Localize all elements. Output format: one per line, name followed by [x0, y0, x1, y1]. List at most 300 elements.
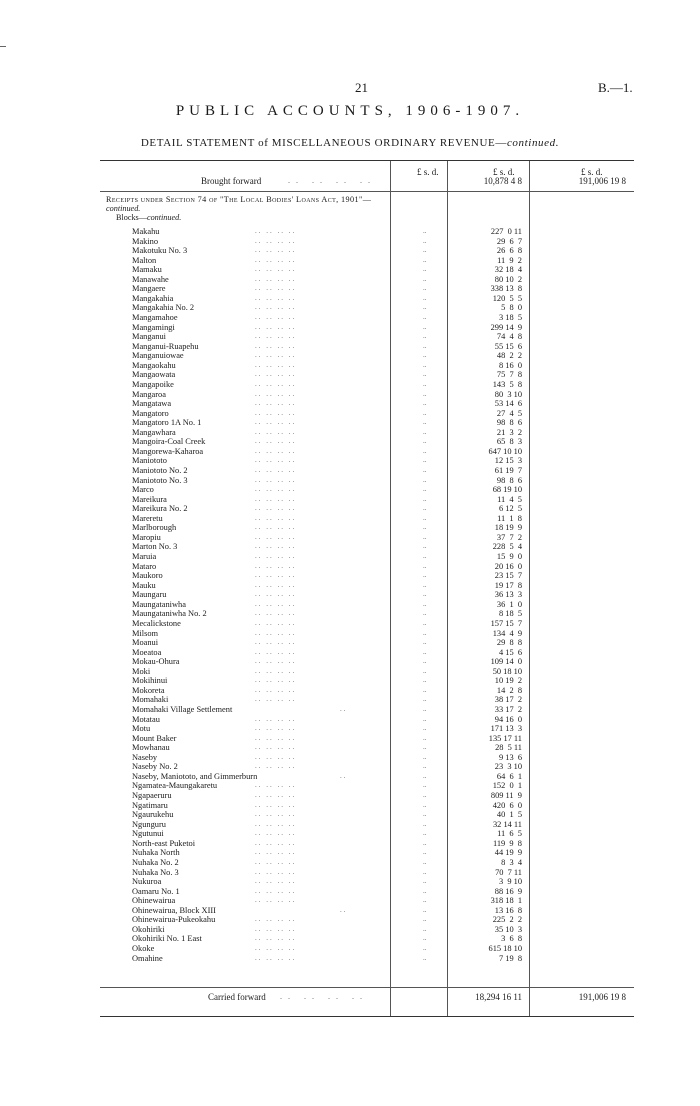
block-name: Ohinewairua-Pukeokahu — [132, 915, 216, 925]
leader-dots: .. .. .. .. — [255, 924, 297, 933]
leader-dots: .. .. .. .. — [255, 265, 297, 274]
leader-dots: .. — [423, 724, 427, 733]
leader-dots: .. — [423, 800, 427, 809]
block-amount: 88 16 9 — [494, 886, 522, 896]
block-amount: 50 18 10 — [492, 666, 522, 676]
block-name: Naseby — [132, 752, 158, 762]
block-name: Ngunguru — [132, 819, 166, 829]
leader-dots: .. .. .. .. — [255, 877, 297, 886]
block-amount: 11 4 5 — [497, 494, 522, 504]
leader-dots: .. — [423, 915, 427, 924]
leader-dots: .. .. .. .. — [255, 485, 297, 494]
leader-dots: .. — [423, 466, 427, 474]
block-name: Nuhaka North — [132, 848, 180, 858]
table-row — [100, 657, 634, 666]
leader-dots: .. — [423, 934, 427, 943]
leader-dots: .. .. .. .. — [255, 752, 297, 761]
block-amount: 98 8 6 — [496, 475, 522, 485]
table-row — [100, 523, 634, 532]
leader-dots: .. .. .. .. — [255, 513, 297, 522]
block-amount: 134 4 9 — [492, 628, 522, 638]
leader-dots: .. .. .. .. — [255, 389, 297, 398]
block-name: Mauku — [132, 580, 156, 590]
leader-dots: .. .. .. .. — [255, 370, 297, 379]
table-row — [100, 495, 634, 504]
table-row — [100, 380, 634, 389]
section-heading-text: Receipts under Section 74 of "The Local Bodies' Loans Act, 1901"— — [106, 195, 372, 204]
table-row — [100, 609, 634, 618]
table-row — [100, 542, 634, 551]
block-amount: 80 10 2 — [494, 274, 522, 284]
header-rule — [100, 191, 634, 192]
table-row — [100, 695, 634, 704]
block-name: Naseby No. 2 — [132, 762, 178, 772]
block-amount: 48 2 2 — [496, 351, 522, 361]
leader-dots: .. .. .. .. — [255, 829, 297, 838]
leader-dots: .. — [423, 523, 427, 532]
leader-dots: .. — [423, 236, 427, 245]
table-row — [100, 294, 634, 303]
leader-dots: .. .. .. .. — [255, 819, 297, 828]
leader-dots: .. .. .. .. — [255, 532, 297, 541]
block-amount: 21 3 2 — [496, 427, 522, 437]
table-row — [100, 332, 634, 341]
page-title: PUBLIC ACCOUNTS, 1906-1907. — [175, 103, 525, 119]
leader-dots: .. — [423, 532, 427, 541]
table-row — [100, 275, 634, 284]
leader-dots: .. — [340, 905, 348, 914]
block-amount: 55 15 6 — [494, 341, 522, 351]
block-amount: 23 3 10 — [494, 762, 522, 772]
table-row — [100, 925, 634, 934]
table-row — [100, 237, 634, 246]
leader-dots: .. — [423, 360, 427, 369]
leader-dots: .. .. .. .. — [255, 313, 297, 322]
block-name: Okoke — [132, 944, 155, 953]
block-amount: 338 13 8 — [490, 284, 522, 294]
leader-dots: .. .. .. .. — [255, 618, 297, 627]
block-name: Makahu — [132, 227, 160, 236]
leader-dots: .. — [423, 379, 427, 388]
block-name: Nukuroa — [132, 877, 162, 887]
block-amount: 8 3 4 — [501, 857, 522, 867]
block-name: Milsom — [132, 628, 159, 638]
block-amount: 36 1 0 — [496, 599, 522, 609]
leader-dots: .. .. .. .. — [288, 176, 376, 185]
column-header-1: £ s. d. — [417, 167, 439, 177]
block-amount: 11 6 5 — [497, 829, 522, 839]
brought-forward-total: 191,006 19 8 — [578, 176, 626, 186]
leader-dots: .. .. .. .. — [255, 896, 297, 905]
leader-dots: .. — [423, 246, 427, 255]
leader-dots: .. — [423, 829, 427, 838]
leader-dots: .. .. .. .. — [255, 227, 297, 235]
block-name: Maniototo — [132, 456, 167, 466]
block-amount: 38 17 2 — [494, 695, 522, 705]
leader-dots: .. .. .. .. — [255, 341, 297, 350]
leader-dots: .. — [423, 561, 427, 570]
leader-dots: .. — [423, 838, 427, 847]
section-heading-continued: continued. — [106, 204, 141, 213]
table-row — [100, 418, 634, 427]
leader-dots: .. .. .. .. — [255, 934, 297, 943]
table-row — [100, 533, 634, 542]
table-row — [100, 552, 634, 561]
table-row — [100, 456, 634, 465]
table-row — [100, 476, 634, 485]
block-amount: 28 5 11 — [495, 743, 522, 753]
leader-dots: .. — [423, 293, 427, 302]
leader-dots: .. — [423, 303, 427, 312]
leader-dots: .. — [423, 819, 427, 828]
block-amount: 61 19 7 — [494, 466, 522, 475]
leader-dots: .. .. .. .. — [255, 695, 297, 704]
table-row — [100, 772, 634, 781]
leader-dots: .. — [423, 743, 427, 752]
table-row — [100, 562, 634, 571]
block-name: Ohinewairua — [132, 896, 176, 906]
leader-dots: .. — [423, 265, 427, 274]
leader-dots: .. .. .. .. — [255, 791, 297, 800]
block-name: Mowhanau — [132, 743, 170, 753]
block-amount: 3 9 10 — [498, 877, 522, 887]
table-row — [100, 944, 634, 953]
leader-dots: .. — [423, 810, 427, 819]
table-row — [100, 428, 634, 437]
block-name: Maungaru — [132, 590, 167, 600]
leader-dots: .. — [423, 332, 427, 341]
leader-dots: .. .. .. .. — [255, 628, 297, 637]
block-amount: 26 6 8 — [496, 246, 522, 256]
table-row — [100, 504, 634, 513]
leader-dots: .. .. .. .. — [255, 274, 297, 283]
block-name: Momahaki Village Settlement — [132, 705, 233, 714]
table-row — [100, 514, 634, 523]
block-amount: 12 15 3 — [494, 456, 522, 466]
leader-dots: .. — [423, 771, 427, 780]
leader-dots: .. .. .. .. — [255, 638, 297, 647]
block-amount: 20 16 0 — [494, 561, 522, 571]
leader-dots: .. .. .. .. — [255, 303, 297, 312]
leader-dots: .. — [423, 905, 427, 914]
leader-dots: .. .. .. .. — [255, 571, 297, 580]
leader-dots: .. .. .. .. — [255, 456, 297, 465]
leader-dots: .. — [423, 475, 427, 484]
column-header-3: £ s. d. — [581, 167, 603, 177]
leader-dots: .. .. .. .. — [255, 418, 297, 427]
table-row — [100, 246, 634, 255]
leader-dots: .. .. .. .. — [255, 647, 297, 656]
page-subtitle — [0, 137, 700, 149]
leader-dots: .. — [423, 427, 427, 436]
block-amount: 3 18 5 — [498, 313, 522, 323]
leader-dots: .. — [423, 437, 427, 446]
block-name: Maungataniwha No. 2 — [132, 609, 207, 619]
table-row — [100, 734, 634, 743]
table-row — [100, 437, 634, 446]
leader-dots: .. .. .. .. — [255, 408, 297, 417]
leader-dots: .. .. .. .. — [255, 666, 297, 675]
block-amount: 29 8 8 — [496, 638, 522, 648]
carried-forward-amount: 18,294 16 11 — [475, 992, 522, 1002]
block-amount: 420 6 0 — [492, 800, 522, 810]
block-amount: 647 10 10 — [488, 446, 522, 456]
leader-dots: .. — [423, 953, 427, 962]
block-name: Omahine — [132, 953, 163, 963]
leader-dots: .. — [423, 313, 427, 322]
block-name: Oamaru No. 1 — [132, 886, 180, 896]
table-row — [100, 954, 634, 963]
table-row — [100, 686, 634, 695]
block-amount: 23 15 7 — [494, 571, 522, 581]
leader-dots: .. — [423, 762, 427, 771]
block-name: Mangatawa — [132, 399, 172, 409]
brought-forward-label: Brought forward — [201, 176, 262, 186]
block-name: Mangaere — [132, 284, 166, 294]
leader-dots: .. .. .. .. — [255, 236, 297, 245]
leader-dots: .. — [423, 590, 427, 599]
table-row — [100, 667, 634, 676]
leader-dots: .. .. .. .. — [255, 599, 297, 608]
block-name: Maukoro — [132, 571, 163, 581]
leader-dots: .. — [423, 552, 427, 561]
table-row — [100, 485, 634, 494]
leader-dots: .. .. .. .. — [255, 360, 297, 369]
block-name: Mangoira-Coal Creek — [132, 437, 206, 447]
block-amount: 15 9 0 — [496, 552, 522, 562]
block-amount: 299 14 9 — [490, 322, 522, 332]
block-amount: 109 14 0 — [490, 657, 522, 667]
leader-dots: .. — [423, 599, 427, 608]
page-number: 21 — [355, 80, 368, 95]
table-row — [100, 801, 634, 810]
block-amount: 171 13 3 — [490, 724, 522, 734]
leader-dots: .. .. .. .. — [255, 800, 297, 809]
leader-dots: .. — [423, 791, 427, 800]
table-row — [100, 399, 634, 408]
leader-dots: .. — [423, 456, 427, 465]
leader-dots: .. — [423, 322, 427, 331]
block-amount: 809 11 9 — [490, 791, 522, 801]
table-row — [100, 600, 634, 609]
block-name: Makino — [132, 236, 159, 246]
block-amount: 37 7 2 — [496, 532, 522, 542]
table-row — [100, 896, 634, 905]
leader-dots: .. — [423, 676, 427, 685]
leader-dots: .. .. .. .. — [255, 561, 297, 570]
table-row — [100, 743, 634, 752]
leader-dots: .. — [423, 341, 427, 350]
block-amount: 225 2 2 — [492, 915, 522, 925]
leader-dots: .. — [423, 714, 427, 723]
table-row — [100, 256, 634, 265]
leader-dots: .. .. .. .. — [255, 609, 297, 618]
leader-dots: .. .. .. .. — [255, 867, 297, 876]
block-amount: 27 4 5 — [496, 408, 522, 418]
block-amount: 318 18 1 — [490, 896, 522, 906]
block-name: Makotuku No. 3 — [132, 246, 188, 256]
block-amount: 29 6 7 — [496, 236, 522, 246]
table-row — [100, 370, 634, 379]
block-name: Mangaroa — [132, 389, 166, 399]
leader-dots: .. — [423, 896, 427, 905]
block-name: Maniototo No. 3 — [132, 475, 188, 485]
margin-mark — [0, 46, 6, 47]
leader-dots: .. — [423, 542, 427, 551]
table-row — [100, 323, 634, 332]
block-amount: 143 5 8 — [492, 379, 522, 389]
table-row — [100, 638, 634, 647]
carried-forward-total: 191,006 19 8 — [578, 992, 626, 1002]
leader-dots: .. .. .. .. — [255, 685, 297, 694]
leader-dots: .. — [423, 284, 427, 293]
block-amount: 14 2 8 — [496, 685, 522, 695]
leader-dots: .. .. .. .. — [255, 580, 297, 589]
block-amount: 10 19 2 — [494, 676, 522, 686]
leader-dots: .. — [340, 705, 348, 713]
leader-dots: .. — [423, 618, 427, 627]
block-amount: 615 18 10 — [488, 944, 522, 953]
leader-dots: .. .. .. .. — [255, 379, 297, 388]
leader-dots: .. — [423, 408, 427, 417]
leader-dots: .. .. .. .. — [255, 255, 297, 264]
leader-dots: .. .. .. .. — [280, 992, 368, 1001]
block-amount: 3 6 8 — [501, 934, 522, 944]
leader-dots: .. .. .. .. — [255, 552, 297, 561]
table-row — [100, 781, 634, 790]
blocks-heading-continued: continued. — [146, 213, 182, 222]
leader-dots: .. .. .. .. — [255, 781, 297, 790]
block-amount: 5 8 0 — [501, 303, 522, 313]
block-name: Okohiriki No. 1 East — [132, 934, 202, 944]
table-row — [100, 820, 634, 829]
block-amount: 228 5 4 — [492, 542, 522, 552]
block-name: Mareretu — [132, 513, 163, 523]
leader-dots: .. — [423, 685, 427, 694]
block-name: Manawahe — [132, 274, 169, 284]
table-row — [100, 648, 634, 657]
table-row — [100, 571, 634, 580]
block-amount: 13 16 8 — [494, 905, 522, 915]
leader-dots: .. .. .. .. — [255, 504, 297, 513]
leader-dots: .. — [423, 857, 427, 866]
block-name: Manganui-Ruapehu — [132, 341, 199, 351]
leader-dots: .. .. .. .. — [255, 714, 297, 723]
leader-dots: .. .. .. .. — [255, 284, 297, 293]
block-name: Malton — [132, 255, 157, 265]
block-name: Mangatoro — [132, 408, 169, 418]
leader-dots: .. .. .. .. — [255, 322, 297, 331]
block-amount: 40 1 5 — [496, 810, 522, 820]
leader-dots: .. — [423, 418, 427, 427]
leader-dots: .. .. .. .. — [255, 944, 297, 952]
leader-dots: .. .. .. .. — [255, 475, 297, 484]
leader-dots: .. — [423, 877, 427, 886]
table-row — [100, 705, 634, 714]
table-row — [100, 915, 634, 924]
block-amount: 119 9 8 — [492, 838, 522, 848]
table-row — [100, 466, 634, 475]
leader-dots: .. .. .. .. — [255, 293, 297, 302]
block-name: Mamaku — [132, 265, 162, 275]
table-row — [100, 303, 634, 312]
block-name: Mecalickstone — [132, 618, 181, 628]
table-row — [100, 342, 634, 351]
block-name: Mokoreta — [132, 685, 165, 695]
block-name: Maruia — [132, 552, 157, 562]
leader-dots: .. — [423, 227, 427, 235]
table-row — [100, 934, 634, 943]
leader-dots: .. — [423, 399, 427, 408]
document-reference: B.—1. — [598, 80, 633, 95]
leader-dots: .. .. .. .. — [255, 446, 297, 455]
block-name: Moki — [132, 666, 151, 676]
table-row — [100, 351, 634, 360]
block-name: Nuhaka No. 2 — [132, 857, 179, 867]
block-amount: 8 18 5 — [498, 609, 522, 619]
leader-dots: .. .. .. .. — [255, 332, 297, 341]
block-amount: 9 13 6 — [498, 752, 522, 762]
block-name: Mangaowata — [132, 370, 176, 380]
leader-dots: .. — [423, 886, 427, 895]
block-amount: 32 18 4 — [494, 265, 522, 275]
leader-dots: .. — [423, 638, 427, 647]
block-amount: 6 12 5 — [498, 504, 522, 514]
subtitle-main: DETAIL STATEMENT of MISCELLANEOUS ORDINARY REVENUE— — [140, 137, 507, 149]
block-name: Marco — [132, 485, 154, 495]
table-row — [100, 868, 634, 877]
leader-dots: .. .. .. .. — [255, 743, 297, 752]
block-amount: 8 16 0 — [498, 360, 522, 370]
subtitle-continued: continued. — [506, 137, 560, 149]
block-amount: 227 0 11 — [490, 227, 522, 236]
table-row — [100, 829, 634, 838]
leader-dots: .. .. .. .. — [255, 733, 297, 742]
block-name: Momahaki — [132, 695, 169, 705]
leader-dots: .. .. .. .. — [255, 399, 297, 408]
leader-dots: .. — [423, 848, 427, 857]
footer-rule — [100, 987, 634, 988]
block-name: Mangakahia — [132, 293, 174, 303]
block-name: Maungataniwha — [132, 599, 186, 609]
block-name: Mataro — [132, 561, 157, 571]
block-name: Ngutunui — [132, 829, 164, 839]
leader-dots: .. — [423, 446, 427, 455]
block-name: Manganui — [132, 332, 166, 342]
leader-dots: .. — [423, 485, 427, 494]
table-row — [100, 265, 634, 274]
leader-dots: .. .. .. .. — [255, 838, 297, 847]
block-name: Ngatimaru — [132, 800, 168, 810]
block-name: Ohinewairua, Block XIII — [132, 905, 216, 915]
block-name: Mangamingi — [132, 322, 175, 332]
block-amount: 33 17 2 — [494, 705, 522, 714]
block-name: Maropiu — [132, 532, 161, 542]
block-name: Moanui — [132, 638, 159, 648]
table-row — [100, 848, 634, 857]
block-amount: 74 4 8 — [496, 332, 522, 342]
section-heading — [106, 195, 386, 222]
leader-dots: .. .. .. .. — [255, 542, 297, 551]
block-name: Mangaokahu — [132, 360, 176, 370]
table-row — [100, 724, 634, 733]
block-amount: 36 13 3 — [494, 590, 522, 600]
table-row — [100, 619, 634, 628]
leader-dots: .. — [423, 494, 427, 503]
leader-dots: .. .. .. .. — [255, 886, 297, 895]
table-row — [100, 227, 634, 236]
block-name: Mount Baker — [132, 733, 177, 743]
